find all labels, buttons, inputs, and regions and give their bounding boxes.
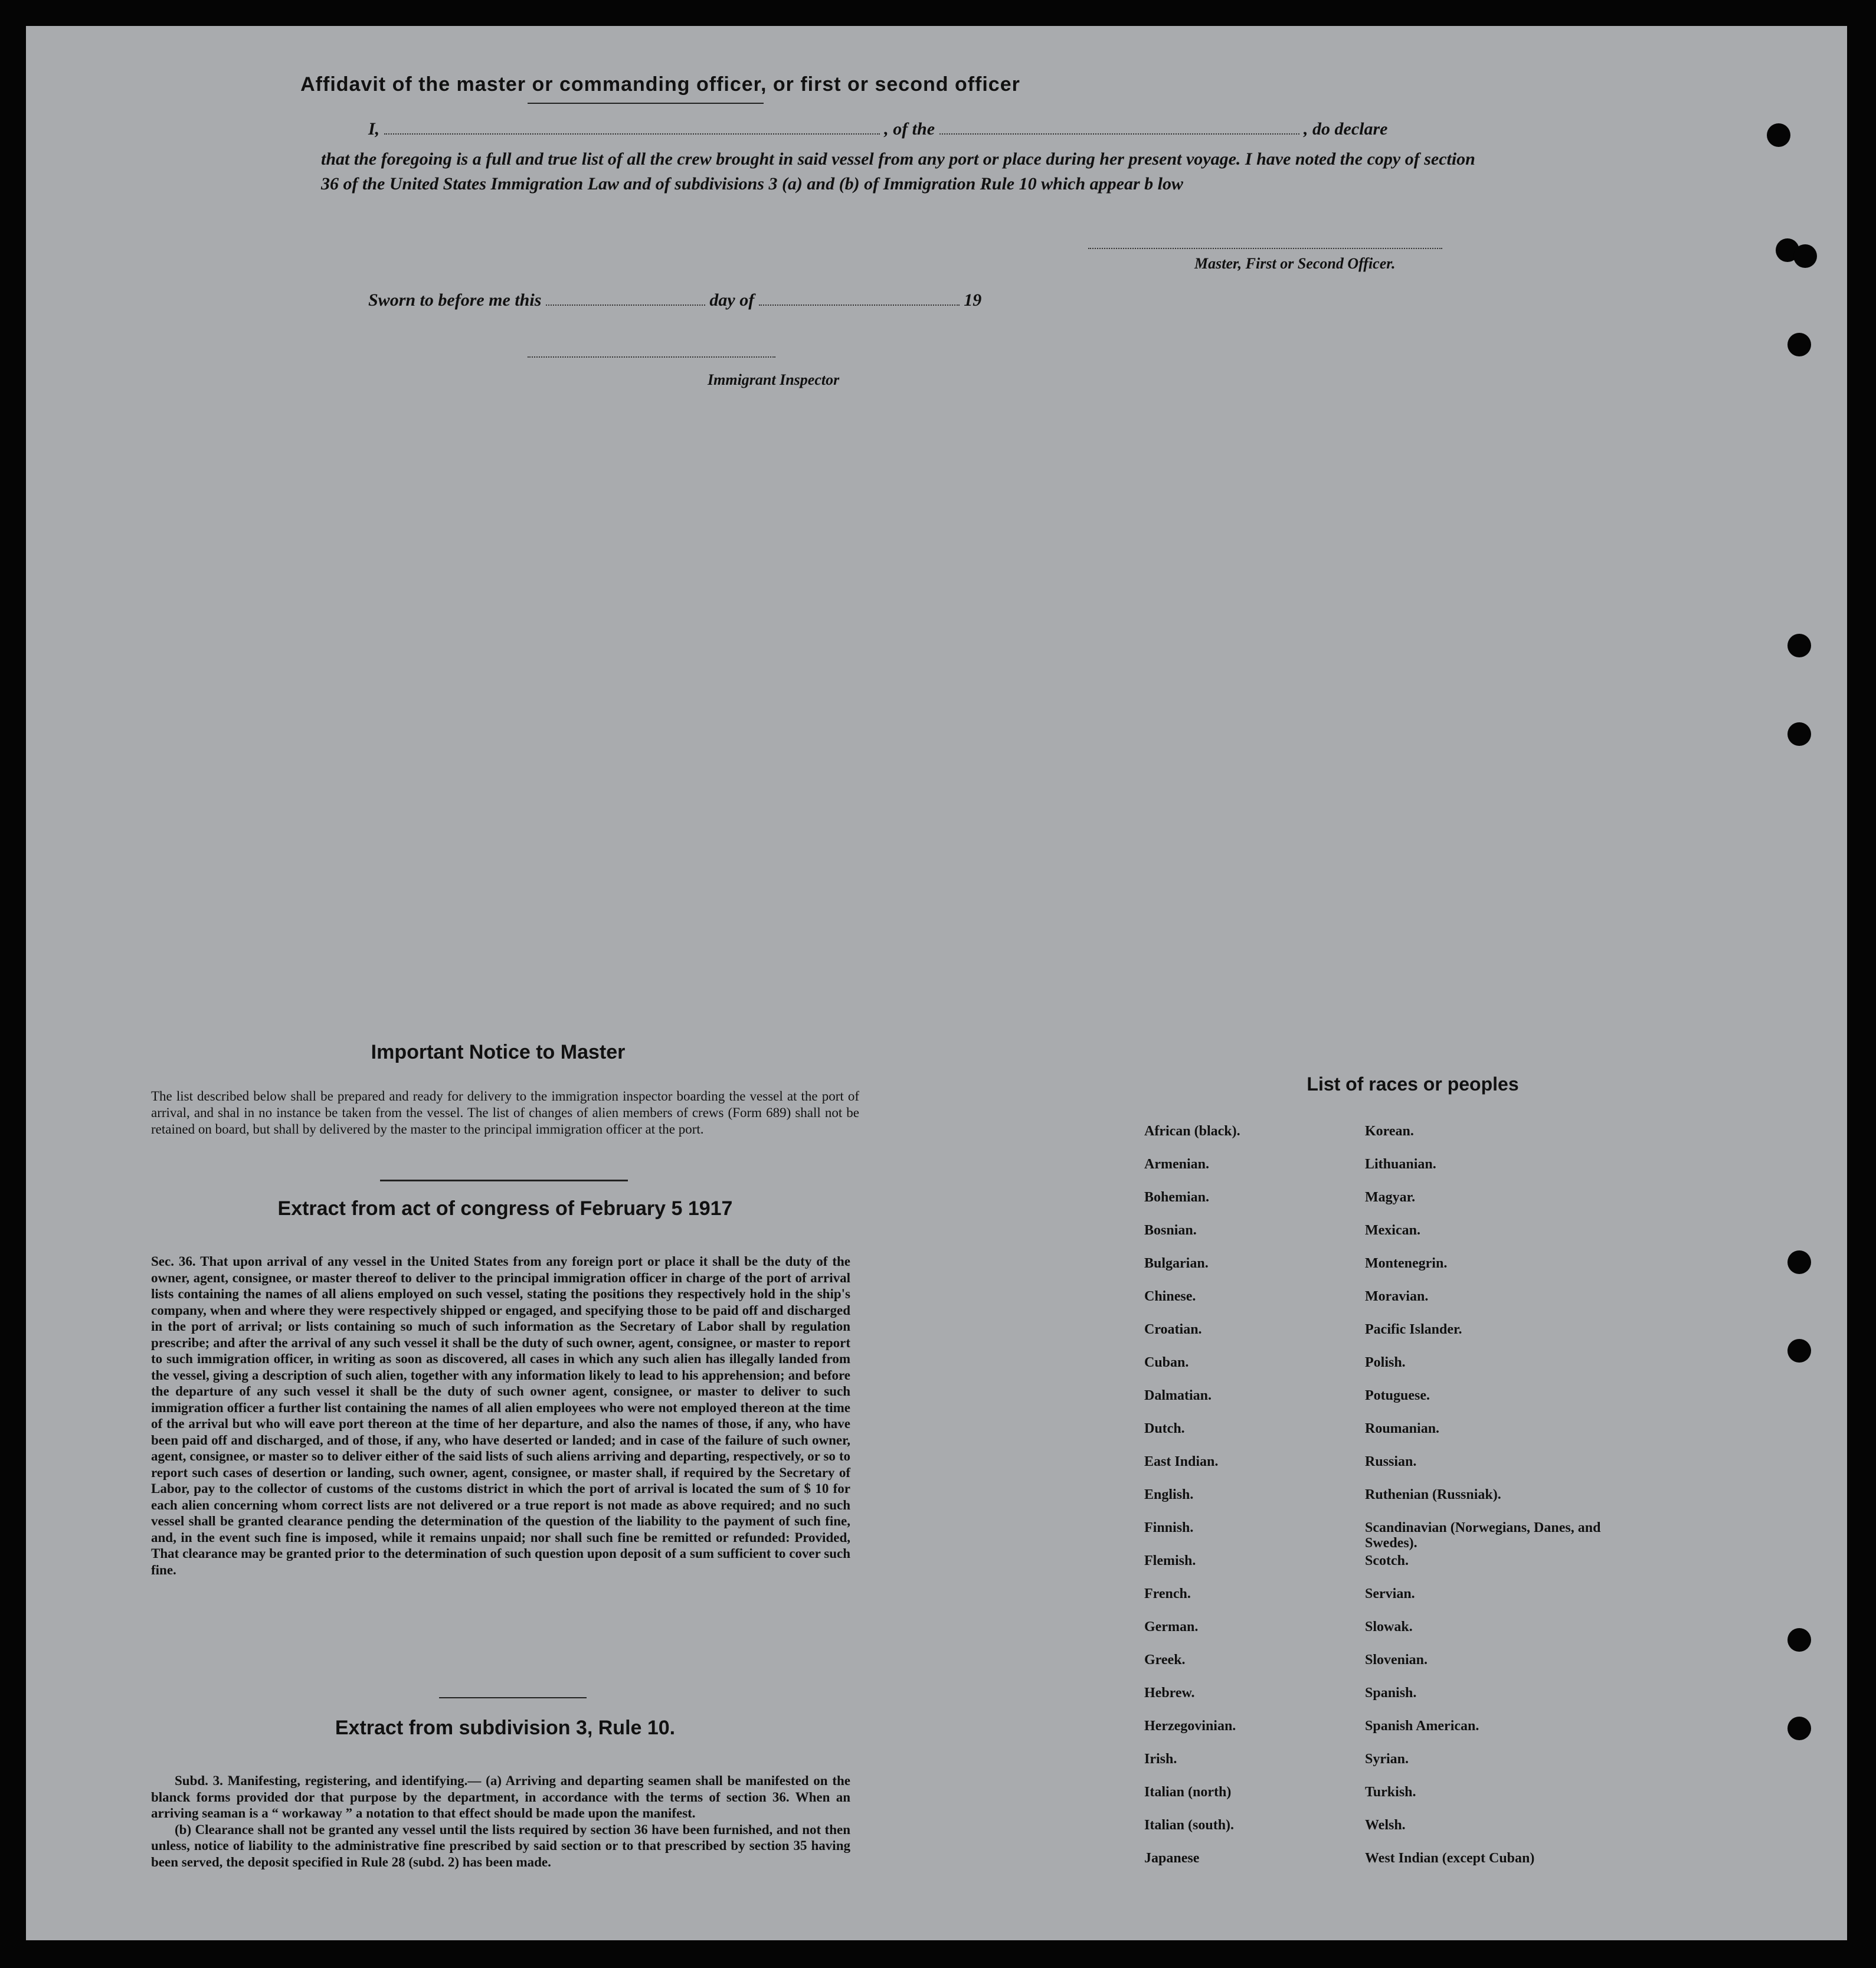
subdivision-3-para-a: Subd. 3. Manifesting, registering, and identifying.— (a) Arriving and departing seamen shall be manifested on the blanck forms provided dor that purpose by the department, in accordance with the terms of section 36. When an arriving seaman is a “ workaway ” a notation to that effect should be made upon the manifest. (151, 1773, 850, 1820)
race-item: Lithuanian. (1365, 1157, 1436, 1172)
race-item: German. (1144, 1619, 1199, 1635)
sworn-day-label: day of (709, 290, 755, 310)
race-item: English. (1144, 1487, 1194, 1502)
sworn-day-blank (546, 304, 705, 306)
race-item: Korean. (1365, 1124, 1414, 1139)
race-item: Montenegrin. (1365, 1256, 1448, 1271)
sworn-line (368, 290, 981, 310)
master-signature-blank (1088, 248, 1442, 249)
race-item: Roumanian. (1365, 1421, 1440, 1436)
section-divider (439, 1697, 587, 1698)
race-item: Flemish. (1144, 1553, 1196, 1568)
notice-title: Important Notice to Master (371, 1041, 626, 1063)
race-item: Irish. (1144, 1751, 1177, 1767)
race-item: East Indian. (1144, 1454, 1219, 1469)
race-item: Italian (north) (1144, 1784, 1232, 1800)
punch-hole (1787, 1250, 1811, 1274)
master-signature-label: Master, First or Second Officer. (1194, 255, 1396, 272)
sworn-prefix: Sworn to before me this (368, 290, 542, 310)
race-item: Dutch. (1144, 1421, 1185, 1436)
race-item: Bohemian. (1144, 1190, 1210, 1205)
race-item: Servian. (1365, 1586, 1415, 1602)
race-item: Hebrew. (1144, 1685, 1195, 1701)
race-item: Turkish. (1365, 1784, 1416, 1800)
races-list (1144, 1124, 1847, 1884)
document-page (26, 26, 1847, 1940)
race-item: Herzegovinian. (1144, 1718, 1236, 1734)
affidavit-i-label: I, (368, 119, 380, 139)
race-item: Magyar. (1365, 1190, 1416, 1205)
name-blank (384, 133, 880, 135)
race-item: Potuguese. (1365, 1388, 1430, 1403)
race-item: Scotch. (1365, 1553, 1409, 1568)
notice-body: The list described below shall be prepared and ready for delivery to the immigration inspector boarding the vessel at the port of arrival, and shal in no instance be taken from the vessel. The list of changes of alien members of crews (Form 689) shall not be retained on board, but shall by delivered by the master to the principal immigration officer at the port. (151, 1089, 859, 1137)
title-underline (528, 103, 764, 104)
race-item: Dalmatian. (1144, 1388, 1212, 1403)
race-item: Scandinavian (Norwegians, Danes, and Swedes). (1365, 1520, 1601, 1551)
sworn-year-label: 19 (964, 290, 982, 310)
race-item: West Indian (except Cuban) (1365, 1851, 1535, 1866)
affidavit-declare-label: , do declare (1304, 119, 1388, 139)
race-item: Japanese (1144, 1851, 1200, 1866)
race-item: Armenian. (1144, 1157, 1209, 1172)
punch-hole (1787, 634, 1811, 657)
race-item: Finnish. (1144, 1520, 1194, 1535)
race-item: Bulgarian. (1144, 1256, 1209, 1271)
race-item: Greek. (1144, 1652, 1186, 1668)
race-item: Croatian. (1144, 1322, 1202, 1337)
punch-hole (1787, 1717, 1811, 1740)
punch-hole (1787, 1339, 1811, 1363)
race-item: Syrian. (1365, 1751, 1409, 1767)
vessel-blank (939, 133, 1299, 135)
race-item: Welsh. (1365, 1818, 1406, 1833)
race-item: Italian (south). (1144, 1818, 1235, 1833)
race-item: Polish. (1365, 1355, 1406, 1370)
race-item: Pacific Islander. (1365, 1322, 1462, 1337)
race-item: Mexican. (1365, 1223, 1420, 1238)
subdivision-3-para-b: (b) Clearance shall not be granted any vessel until the lists required by section 36 have been furnished, and not then unless, notice of liability to the administrative fine prescribed by said section or to that prescribed by section 35 having been served, the deposit specified in Rule 28 (subd. 2) has been made. (151, 1822, 850, 1869)
race-item: Chinese. (1144, 1289, 1196, 1304)
inspector-label: Immigrant Inspector (708, 371, 840, 388)
section-divider (380, 1180, 628, 1181)
sworn-month-blank (759, 304, 960, 306)
races-title: List of races or peoples (1307, 1073, 1519, 1095)
subdivision-3-text (151, 1773, 850, 1870)
race-item: Moravian. (1365, 1289, 1429, 1304)
race-item: Bosnian. (1144, 1223, 1197, 1238)
race-item: French. (1144, 1586, 1191, 1602)
inspector-signature-blank (528, 356, 775, 358)
affidavit-title: Affidavit of the master or commanding officer, or first or second officer (300, 73, 1020, 96)
affidavit-declaration-line (368, 119, 1531, 139)
affidavit-body: that the foregoing is a full and true list of all the crew brought in said vessel from any port or place during her present voyage. I have noted the copy of section 36 of the United States Immigration Law and of subdivisions 3 (a) and (b) of Immigration Rule 10 which appear b low (321, 149, 1475, 194)
punch-hole (1787, 333, 1811, 356)
race-item: Ruthenian (Russniak). (1365, 1487, 1501, 1502)
race-item: Russian. (1365, 1454, 1417, 1469)
punch-hole (1787, 722, 1811, 746)
race-item: Spanish. (1365, 1685, 1417, 1701)
race-item: Slowak. (1365, 1619, 1413, 1635)
punch-hole (1787, 1628, 1811, 1652)
affidavit-of-label: , of the (884, 119, 935, 139)
race-item: African (black). (1144, 1124, 1240, 1139)
punch-hole (1793, 244, 1817, 268)
race-item: Slovenian. (1365, 1652, 1428, 1668)
race-item: Spanish American. (1365, 1718, 1479, 1734)
race-item: Cuban. (1144, 1355, 1189, 1370)
extract-act-title: Extract from act of congress of February 5 1917 (277, 1197, 733, 1220)
extract-rule-title: Extract from subdivision 3, Rule 10. (335, 1717, 676, 1739)
punch-hole (1767, 123, 1790, 147)
section-36-text: Sec. 36. That upon arrival of any vessel in the United States from any foreign port or place it shall be the duty of the owner, agent, consignee, or master thereof to deliver to the principal immigration officer in charge of the port of arrival lists containing the names of all aliens employed on such vessel, stating the positions they respectively hold in the ship's company, when and where they were respectively shipped or engaged, and specifying those to be paid off and discharged in the port of arrival; or lists containing so much of such information as the Secretary of Labor shall by regulation prescribe; and after the arrival of any such vessel it shall be the duty of such owner, agent, consignee, or master to report to such immigration officer, in writing as soon as discovered, all cases in which any such alien has illegally landed from the vessel, giving a description of such alien, together with any information likely to lead to his apprehension; and before the departure of any such vessel it shall be the duty of such owner agent, consignee, or master to deliver to such immigration officer a further list containing the names of all alien employees who were not employed thereon at the time of the arrival but who will eave port thereon at the time of her departure, and also the names of those, if any, who have been paid off and discharged, and of those, if any, who have deserted or landed; and in case of the failure of such owner, agent, consignee, or master so to deliver either of the said lists of such aliens arriving and departing, respectively, or so to report such cases of desertion or landing, such owner, agent, consignee, or master shall, if required by the Secretary of Labor, pay to the collector of customs of the customs district in which the port of arrival is located the sum of $ 10 for each alien concerning whom correct lists are not delivered or a true report is not made as above required; and no such vessel shall be granted clearance pending the determination of the question of the liability to the payment of such fine, and, in the event such fine is imposed, while it remains unpaid; nor shall such fine be remitted or refunded: Provided, That clearance may be granted prior to the determination of such question upon deposit of a sum sufficient to cover such fine. (151, 1254, 850, 1577)
